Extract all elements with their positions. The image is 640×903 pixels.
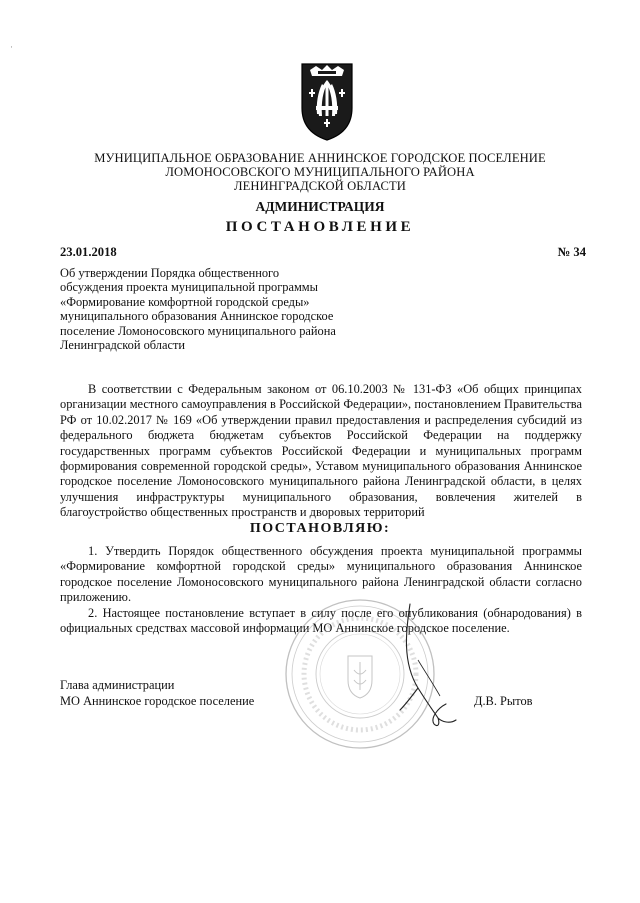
subject-line: Об утверждении Порядка общественного (60, 266, 280, 280)
subject-line: «Формирование комфортной городской среды» (60, 294, 310, 309)
decree-heading: ПОСТАНОВЛЯЮ: (249, 521, 391, 536)
coat-of-arms-icon (300, 62, 354, 142)
subject-line: обсуждения проекта муниципальной программы (60, 280, 318, 295)
authority-title: АДМИНИСТРАЦИЯ (255, 199, 385, 214)
header-line-2: ЛОМОНОСОВСКОГО МУНИЦИПАЛЬНОГО РАЙОНА (165, 165, 475, 179)
document-number: № 34 (557, 245, 586, 259)
preamble (60, 382, 582, 521)
preamble-paragraph: В соответствии с Федеральным законом от 06.10.2003 № 131-ФЗ «Об общих принципах организации местного самоуправления в Российской Федерации», постановлением Правительства РФ от 10.02.2017 № 169 «Об утверждении правил предоставления и распределения субсидий из федерального бюджета бюджетам субъектов Российской Федерации на поддержку государственных программ субъектов Российской Федерации и муниципальных программ формирования современной городской среды», Уставом муниципального образования Аннинское городское поселение Ломоносовского муниципального района Ленинградской области, в целях улучшения инфраструктуры муниципального образования, вовлечения жителей в благоустройство общественных пространств и дворовых территорий (60, 382, 582, 520)
subject-line: Ленинградской области (60, 338, 186, 353)
subject-line: муниципального образования Аннинское городское (60, 309, 334, 324)
document-subject (60, 266, 380, 352)
subject-line: поселение Ломоносовского муниципального района (60, 323, 336, 338)
handwritten-signature (388, 600, 460, 732)
signer-name: Д.В. Рытов (474, 694, 533, 708)
signer-title (60, 678, 254, 709)
margin-mark: · (10, 42, 13, 52)
decree-item-1: 1. Утвердить Порядок общественного обсуждения проекта муниципальной программы «Формирование комфортной городской среды» муниципального образования Аннинское городское поселение Ломоносовского муниципального района Ленинградской области согласно приложению. (60, 544, 582, 605)
decree-item-2: 2. Настоящее постановление вступает в силу после его опубликования (обнародования) в официальных средствах массовой информации МО Аннинское городское поселение. (60, 605, 582, 636)
document-type-title: ПОСТАНОВЛЕНИЕ (225, 219, 415, 235)
header-line-1: МУНИЦИПАЛЬНОЕ ОБРАЗОВАНИЕ АННИНСКОЕ ГОРОДСКОЕ ПОСЕЛЕНИЕ (94, 151, 546, 165)
header-line-3: ЛЕНИНГРАДСКОЙ ОБЛАСТИ (233, 179, 406, 193)
signer-title-line-1: Глава администрации (60, 678, 175, 692)
document-date: 23.01.2018 (60, 245, 117, 259)
signer-title-line-2: МО Аннинское городское поселение (60, 693, 255, 708)
